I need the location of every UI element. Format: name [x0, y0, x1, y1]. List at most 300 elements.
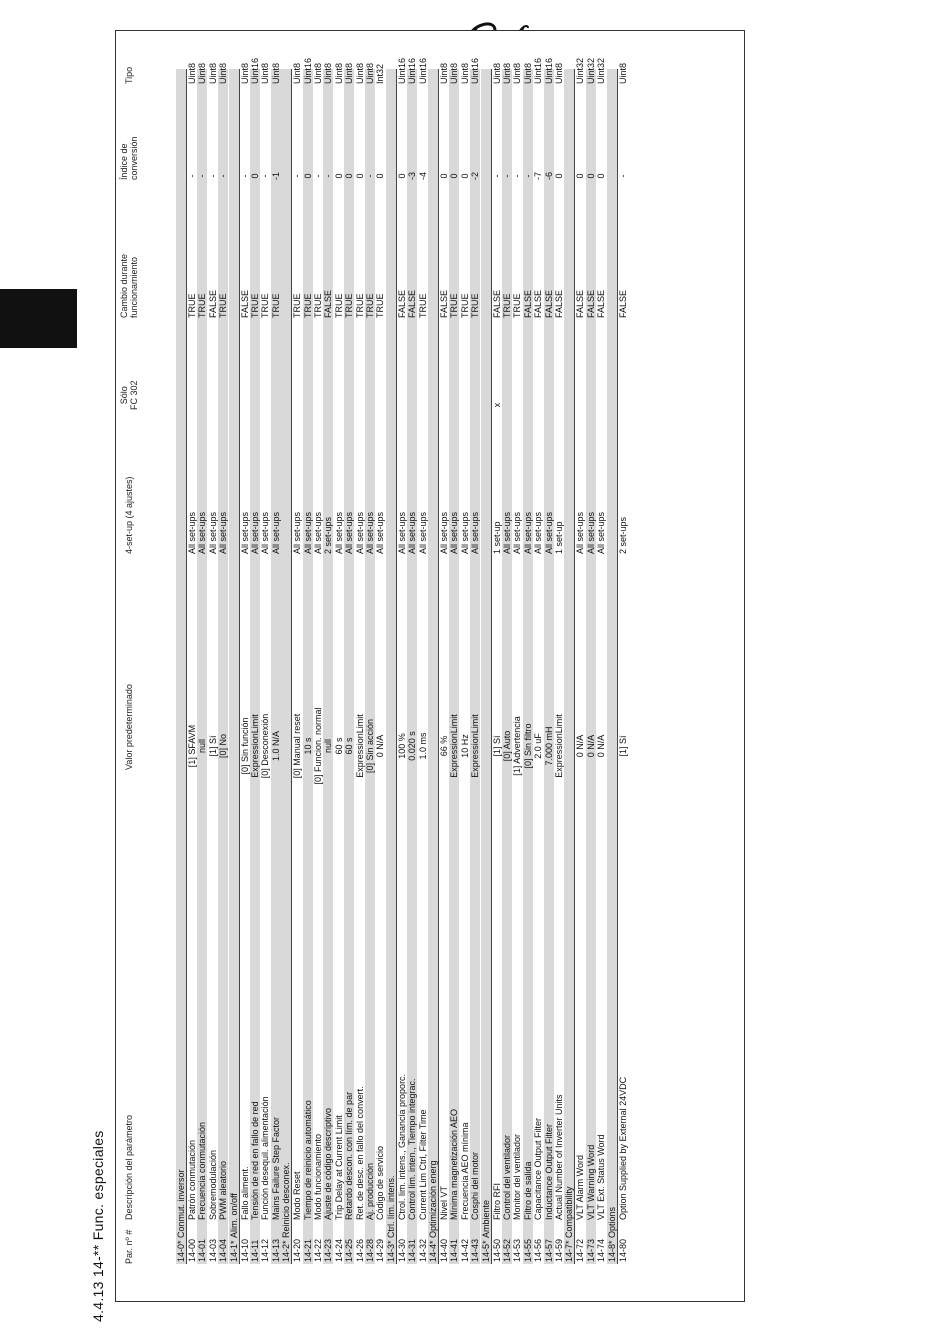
table-row: [533, 57, 544, 1264]
param-number: 14-42: [459, 1238, 470, 1262]
table-row: [239, 62, 250, 1264]
default-value: 10 Hz: [459, 734, 470, 758]
param-description: Current Lim Ctrl, Filter Time: [417, 1109, 428, 1220]
conversion-index: -1: [270, 172, 281, 181]
default-value: [1] Sí: [617, 735, 628, 757]
table-row: [396, 57, 407, 1264]
table-group-row: [176, 69, 187, 1264]
group-title: Ctrl. lím. intens.: [385, 1175, 396, 1238]
header-default: Valor predeterminado: [124, 684, 134, 770]
change-during-operation: TRUE: [449, 293, 460, 318]
param-number: 14-56: [533, 1238, 544, 1262]
setup-value: All set-ups: [470, 511, 481, 554]
data-type: Int32: [375, 63, 386, 84]
table-row: [512, 62, 523, 1264]
table-row: [575, 57, 586, 1264]
data-type: Uint16: [470, 57, 481, 84]
param-description: VLT Ext. Status Word: [596, 1134, 607, 1220]
header-setup: 4-set-up (4 ajustes): [124, 476, 134, 554]
default-value: [0] Funcion. normal: [313, 707, 323, 785]
conversion-index: -: [502, 174, 512, 178]
param-number: 14-11: [250, 1239, 260, 1262]
table-row: [250, 57, 260, 1264]
param-number: 14-13: [270, 1238, 281, 1262]
change-during-operation: FALSE: [407, 289, 418, 318]
param-number: 14-50: [491, 1238, 502, 1262]
setup-value: All set-ups: [543, 511, 554, 554]
param-number: 14-55: [522, 1238, 533, 1262]
setup-value: All set-ups: [250, 511, 260, 554]
param-number: 14-0*: [176, 1240, 186, 1262]
data-type: Uint32: [585, 57, 596, 84]
table-row: [459, 62, 470, 1264]
table-group-row: [386, 69, 397, 1264]
table-row: [197, 62, 208, 1264]
setup-value: All set-ups: [333, 511, 344, 554]
header-fc302-line1: Sólo: [119, 386, 129, 405]
param-number: 14-73: [585, 1238, 596, 1262]
param-number: 14-74: [596, 1238, 607, 1262]
setup-value: 2 set-ups: [323, 516, 334, 554]
change-during-operation: TRUE: [459, 293, 470, 318]
default-value: 2.0 uF: [533, 733, 544, 759]
conversion-index: 0: [439, 173, 449, 179]
default-value: [0] Sin filtro: [522, 723, 533, 769]
table-row: [260, 62, 271, 1264]
data-type: Uint8: [260, 62, 271, 84]
default-value: 7.000 mH: [543, 726, 554, 766]
change-during-operation: FALSE: [491, 289, 502, 318]
setup-value: All set-ups: [218, 511, 229, 554]
conversion-index: -: [365, 174, 375, 178]
default-value: 0 N/A: [596, 734, 607, 758]
change-during-operation: TRUE: [250, 293, 260, 318]
data-type: Uint8: [207, 62, 218, 84]
default-value: 66 %: [439, 735, 449, 757]
conversion-index: 0: [375, 173, 386, 179]
change-during-operation: FALSE: [596, 289, 607, 318]
default-value: [1] Advertencia: [512, 716, 523, 776]
conversion-index: -: [239, 174, 250, 178]
data-type: Uint8: [512, 62, 523, 84]
setup-value: 2 set-ups: [617, 516, 628, 554]
param-number: 14-20: [292, 1238, 303, 1262]
table-row: [596, 57, 607, 1264]
table-row: [502, 62, 512, 1264]
header-change: [119, 254, 139, 318]
table-row: [344, 62, 355, 1264]
conversion-index: -: [512, 174, 523, 178]
setup-value: All set-ups: [302, 511, 313, 554]
table-row: [407, 57, 418, 1264]
data-type: Uint8: [449, 62, 460, 84]
change-during-operation: TRUE: [365, 293, 375, 318]
setup-value: All set-ups: [459, 511, 470, 554]
header-type: Tipo: [124, 66, 134, 84]
param-description: Ctrol. lim. intens., Ganancia proporc.: [396, 1073, 407, 1220]
table-row: [439, 62, 449, 1264]
param-description: Cosphi del motor: [470, 1151, 481, 1220]
change-during-operation: FALSE: [239, 289, 250, 318]
change-during-operation: FALSE: [585, 289, 596, 318]
param-number: 14-26: [354, 1238, 365, 1262]
data-type: Uint32: [596, 57, 607, 84]
param-number: 14-8*: [606, 1240, 617, 1262]
setup-value: All set-ups: [344, 511, 355, 554]
param-number: 14-00: [187, 1238, 197, 1262]
param-description: Ajuste de código descriptivo: [323, 1107, 334, 1220]
change-during-operation: FALSE: [617, 289, 628, 318]
default-value: [0] Desconexión: [260, 713, 271, 779]
data-type: Uint16: [396, 57, 407, 84]
setup-value: All set-ups: [375, 511, 386, 554]
conversion-index: -2: [470, 172, 481, 181]
data-type: Uint16: [543, 57, 554, 84]
default-value: ExpressionLimit: [250, 714, 260, 778]
conversion-index: 0: [459, 173, 470, 179]
header-change-line1: Cambio durante: [119, 253, 129, 318]
conversion-index: -: [491, 174, 502, 178]
change-during-operation: FALSE: [554, 289, 564, 318]
conversion-index: -: [187, 174, 197, 178]
data-type: Uint8: [270, 62, 281, 84]
default-value: [0] Auto: [502, 730, 512, 762]
default-value: [1] SFAVM: [187, 724, 197, 768]
table-group-row: [607, 69, 618, 1264]
param-number: 14-52: [502, 1238, 512, 1262]
param-number: 14-57: [543, 1238, 554, 1262]
param-description: Modo funcionamiento: [313, 1133, 323, 1220]
param-description: Actual Number of Inverter Units: [554, 1094, 564, 1220]
param-number: 14-4*: [428, 1240, 438, 1262]
setup-value: All set-ups: [417, 511, 428, 554]
param-number: 14-32: [417, 1238, 428, 1262]
default-value: [0] Manual reset: [292, 713, 303, 779]
param-number: 14-24: [333, 1238, 344, 1262]
table-row: [449, 62, 460, 1264]
table-group-row: [229, 69, 240, 1264]
param-number: 14-30: [396, 1238, 407, 1262]
change-during-operation: TRUE: [344, 293, 355, 318]
section-title: 4.4.13 14-** Func. especiales: [90, 1130, 106, 1322]
conversion-index: -: [260, 174, 271, 178]
data-type: Uint8: [344, 62, 355, 84]
setup-value: All set-ups: [533, 511, 544, 554]
setup-value: All set-ups: [270, 511, 281, 554]
conversion-index: 0: [596, 173, 607, 179]
conversion-index: -4: [417, 172, 428, 181]
setup-value: All set-ups: [207, 511, 218, 554]
data-type: Uint32: [575, 57, 586, 84]
conversion-index: -6: [543, 172, 554, 181]
data-type: Uint8: [187, 62, 197, 84]
change-during-operation: TRUE: [470, 293, 481, 318]
data-type: Uint8: [459, 62, 470, 84]
table-row: [417, 57, 428, 1264]
header-fc302-line2: FC 302: [129, 380, 139, 410]
param-number: 14-7*: [564, 1240, 575, 1262]
setup-value: All set-ups: [449, 511, 460, 554]
param-number: 14-59: [554, 1238, 564, 1262]
setup-value: All set-ups: [187, 511, 197, 554]
header-change-line2: funcionamiento: [129, 256, 139, 318]
param-number: 14-2*: [281, 1240, 292, 1262]
default-value: [0] No: [218, 734, 229, 759]
setup-value: 1 set-up: [491, 521, 502, 554]
table-row: [554, 62, 564, 1264]
param-description: Fallo aliment.: [239, 1166, 250, 1220]
table-row: [522, 62, 533, 1264]
setup-value: All set-ups: [239, 511, 250, 554]
param-number: 14-31: [407, 1238, 418, 1262]
default-value: 10 s: [302, 737, 313, 755]
setup-value: All set-ups: [512, 511, 523, 554]
conversion-index: 0: [396, 173, 407, 179]
table-row: [354, 62, 365, 1264]
param-number: 14-1*: [228, 1240, 239, 1262]
param-description: Control del ventilador: [502, 1134, 512, 1220]
param-description: Aj. producción: [365, 1162, 375, 1220]
table-row: [270, 62, 281, 1264]
data-type: Uint16: [250, 57, 260, 84]
param-description: Mains Failure Step Factor: [270, 1116, 281, 1220]
table-group-row: [481, 69, 492, 1264]
param-number: 14-40: [439, 1238, 449, 1262]
param-number: 14-72: [575, 1238, 586, 1262]
group-title: Options: [606, 1206, 617, 1238]
setup-value: All set-ups: [197, 511, 208, 554]
param-description: Option Supplied by External 24VDC: [617, 1076, 628, 1220]
group-title: Reinicio desconex.: [281, 1162, 292, 1238]
default-value: ExpressionLimit: [354, 714, 365, 778]
setup-value: All set-ups: [522, 511, 533, 554]
param-description: Retardo descon. con lím. de par: [344, 1091, 355, 1220]
param-number: 14-12: [260, 1238, 271, 1262]
data-type: Uint8: [491, 62, 502, 84]
param-description: Capacitance Output Filter: [533, 1117, 544, 1220]
param-number: 14-3*: [385, 1240, 396, 1262]
parameter-table: [115, 30, 745, 1302]
setup-value: All set-ups: [354, 511, 365, 554]
default-value: ExpressionLimit: [470, 714, 481, 778]
default-value: 0 N/A: [375, 734, 386, 758]
header-conversion-line1: Índice de: [119, 143, 129, 180]
param-number: 14-25: [344, 1238, 355, 1262]
rotated-page-content: [90, 32, 932, 1322]
change-during-operation: TRUE: [333, 293, 344, 318]
setup-value: All set-ups: [292, 511, 303, 554]
param-description: Ret. de desc. en fallo del convert.: [354, 1086, 365, 1220]
default-value: [0] Sin acción: [365, 718, 375, 774]
param-description: Código de servicio: [375, 1145, 386, 1220]
setup-value: All set-ups: [575, 511, 586, 554]
param-description: Monitor del ventilador: [512, 1133, 523, 1220]
header-desc: Descripción del parámetro: [124, 1114, 134, 1220]
change-during-operation: TRUE: [417, 293, 428, 318]
conversion-index: 0: [344, 173, 355, 179]
data-type: Uint8: [439, 62, 449, 84]
setup-value: All set-ups: [260, 511, 271, 554]
param-description: VLT Warning Word: [585, 1144, 596, 1220]
data-type: Uint16: [417, 57, 428, 84]
fc302-only: x: [491, 402, 502, 408]
param-description: VLT Alarm Word: [575, 1154, 586, 1220]
default-value: 100 %: [396, 733, 407, 759]
setup-value: All set-ups: [407, 511, 418, 554]
change-during-operation: FALSE: [522, 289, 533, 318]
group-title: Optimización energ: [428, 1160, 438, 1238]
group-title: Compatibility: [564, 1186, 575, 1238]
default-value: 1.0 N/A: [270, 731, 281, 762]
data-type: Uint8: [617, 62, 628, 84]
data-type: Uint16: [302, 57, 313, 84]
table-row: [333, 62, 344, 1264]
default-value: 60 s: [333, 737, 344, 755]
default-value: ExpressionLimit: [449, 714, 460, 778]
conversion-index: -: [617, 174, 628, 178]
change-during-operation: TRUE: [187, 293, 197, 318]
param-description: Mínima magnetización AEO: [449, 1108, 460, 1220]
change-during-operation: TRUE: [354, 293, 365, 318]
change-during-operation: TRUE: [292, 293, 303, 318]
param-description: Filtro de salida: [522, 1161, 533, 1220]
table-row: [207, 62, 218, 1264]
group-title: Alim. on/off: [228, 1193, 239, 1238]
table-row: [491, 62, 502, 1264]
param-description: Filtro RFI: [491, 1183, 502, 1220]
param-description: Tiempo de reinicio automático: [302, 1100, 313, 1220]
param-number: 14-10: [239, 1238, 250, 1262]
param-number: 14-80: [617, 1238, 628, 1262]
change-during-operation: FALSE: [396, 289, 407, 318]
change-during-operation: TRUE: [512, 293, 523, 318]
default-value: ExpressionLimit: [554, 714, 564, 778]
param-description: Sobremodulación: [207, 1149, 218, 1220]
setup-value: All set-ups: [585, 511, 596, 554]
default-value: [1] Sí: [491, 735, 502, 757]
table-row: [543, 57, 554, 1264]
change-during-operation: TRUE: [260, 293, 271, 318]
setup-value: 1 set-up: [554, 521, 564, 554]
param-description: Trip Delay at Current Limit: [333, 1115, 344, 1220]
setup-value: All set-ups: [596, 511, 607, 554]
change-during-operation: FALSE: [439, 289, 449, 318]
data-type: Uint16: [407, 57, 418, 84]
conversion-index: -: [197, 174, 208, 178]
conversion-index: 0: [585, 173, 596, 179]
setup-value: All set-ups: [396, 511, 407, 554]
data-type: Uint8: [197, 62, 208, 84]
table-row: [323, 62, 334, 1264]
change-during-operation: TRUE: [197, 293, 208, 318]
default-value: null: [323, 739, 334, 754]
change-during-operation: FALSE: [207, 289, 218, 318]
change-during-operation: FALSE: [533, 289, 544, 318]
default-value: [0] Sin función: [239, 717, 250, 775]
conversion-index: -: [207, 174, 218, 178]
change-during-operation: TRUE: [313, 293, 323, 318]
param-description: Control lim. inten., Tiempo integrac.: [407, 1078, 418, 1220]
param-description: Patrón conmutación: [187, 1139, 197, 1220]
data-type: Uint8: [239, 62, 250, 84]
default-value: 1.0 ms: [417, 732, 428, 760]
param-number: 14-43: [470, 1238, 481, 1262]
change-during-operation: TRUE: [218, 293, 229, 318]
chapter-tab: [0, 289, 77, 348]
table-row: [313, 62, 323, 1264]
table-row: [187, 62, 197, 1264]
param-description: Modo Reset: [292, 1171, 303, 1220]
conversion-index: -: [292, 174, 303, 178]
param-number: 14-22: [313, 1238, 323, 1262]
conversion-index: 0: [302, 173, 313, 179]
data-type: Uint16: [533, 57, 544, 84]
param-number: 14-03: [207, 1238, 218, 1262]
conversion-index: -3: [407, 172, 418, 181]
setup-value: All set-ups: [365, 511, 375, 554]
conversion-index: 0: [575, 173, 586, 179]
data-type: Uint8: [354, 62, 365, 84]
header-fc302: [119, 380, 139, 410]
param-number: 14-29: [375, 1238, 386, 1262]
conversion-index: 0: [333, 173, 344, 179]
table-row: [218, 62, 229, 1264]
param-number: 14-28: [365, 1238, 375, 1262]
header-conversion-line2: conversión: [129, 136, 139, 180]
default-value: 0 N/A: [585, 734, 596, 758]
conversion-index: -: [218, 174, 229, 178]
conversion-index: -: [522, 174, 533, 178]
conversion-index: -: [313, 174, 323, 178]
data-type: Uint8: [292, 62, 303, 84]
param-description: Frecuencia conmutación: [197, 1121, 208, 1220]
data-type: Uint8: [313, 62, 323, 84]
param-description: Función desequil. alimentación: [260, 1096, 271, 1220]
table-group-row: [564, 69, 575, 1264]
default-value: 60 s: [344, 737, 355, 755]
setup-value: All set-ups: [313, 511, 323, 554]
param-description: Tensión de red en fallo de red: [250, 1101, 260, 1220]
conversion-index: 0: [250, 173, 260, 179]
param-description: PWM aleatorio: [218, 1160, 229, 1220]
table-row: [302, 57, 313, 1264]
param-number: 14-21: [302, 1238, 313, 1262]
change-during-operation: TRUE: [375, 293, 386, 318]
table-row: [470, 57, 481, 1264]
data-type: Uint8: [218, 62, 229, 84]
change-during-operation: TRUE: [270, 293, 281, 318]
group-title: Ambiente: [480, 1199, 491, 1238]
data-type: Uint8: [502, 62, 512, 84]
change-during-operation: FALSE: [323, 289, 334, 318]
default-value: [1] Sí: [207, 735, 218, 757]
setup-value: All set-ups: [439, 511, 449, 554]
data-type: Uint8: [522, 62, 533, 84]
table-row: [365, 62, 375, 1264]
table-row: [585, 57, 596, 1264]
param-number: 14-01: [197, 1238, 208, 1262]
setup-value: All set-ups: [502, 511, 512, 554]
conversion-index: -7: [533, 172, 544, 181]
data-type: Uint8: [323, 62, 334, 84]
default-value: 0 N/A: [575, 734, 586, 758]
change-during-operation: TRUE: [502, 293, 512, 318]
header-conversion: [119, 136, 139, 180]
data-type: Uint8: [554, 62, 564, 84]
param-number: 14-5*: [480, 1240, 491, 1262]
conversion-index: 0: [354, 173, 365, 179]
default-value: 0.020 s: [407, 731, 418, 761]
